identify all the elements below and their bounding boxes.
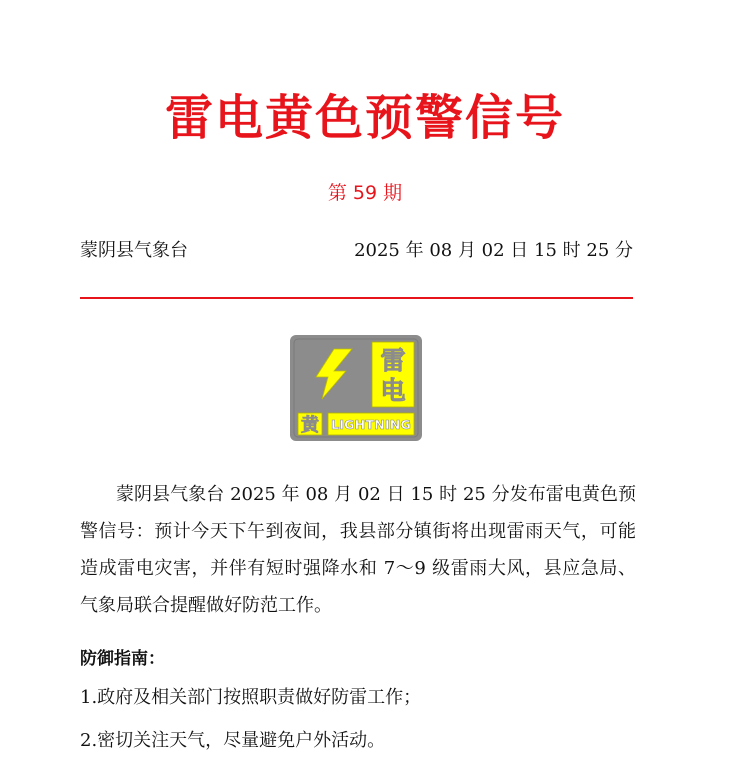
signal-english-label: LIGHTNING	[331, 417, 411, 432]
signal-label-middle: 电	[380, 376, 406, 405]
lightning-yellow-warning-icon	[290, 335, 422, 441]
red-divider	[80, 297, 633, 299]
page-title: 雷电黄色预警信号	[164, 90, 565, 146]
guidance-heading: 防御指南：	[80, 649, 165, 669]
issuer-datetime-row	[80, 238, 633, 264]
issue-number: 第 59 期	[327, 182, 403, 204]
signal-label-top: 雷	[380, 346, 406, 375]
signal-color-char: 黄	[301, 415, 319, 436]
issuer-name: 蒙阴县气象台	[80, 240, 188, 261]
guidance-item: 1.政府及相关部门按照职责做好防雷工作；	[80, 687, 422, 708]
guidance-item: 2.密切关注天气，尽量避免户外活动。	[80, 730, 386, 751]
issue-datetime: 2025 年 08 月 02 日 15 时 25 分	[354, 240, 633, 261]
warning-body-paragraph: 蒙阴县气象台 2025 年 08 月 02 日 15 时 25 分发布雷电黄色预警信号：预计今天下午到夜间，我县部分镇街将出现雷雨天气，可能造成雷电灾害，并伴有短时强降水和 7～9 级雷雨大风，县应急局、气象局联合提醒做好防范工作。	[80, 484, 636, 616]
